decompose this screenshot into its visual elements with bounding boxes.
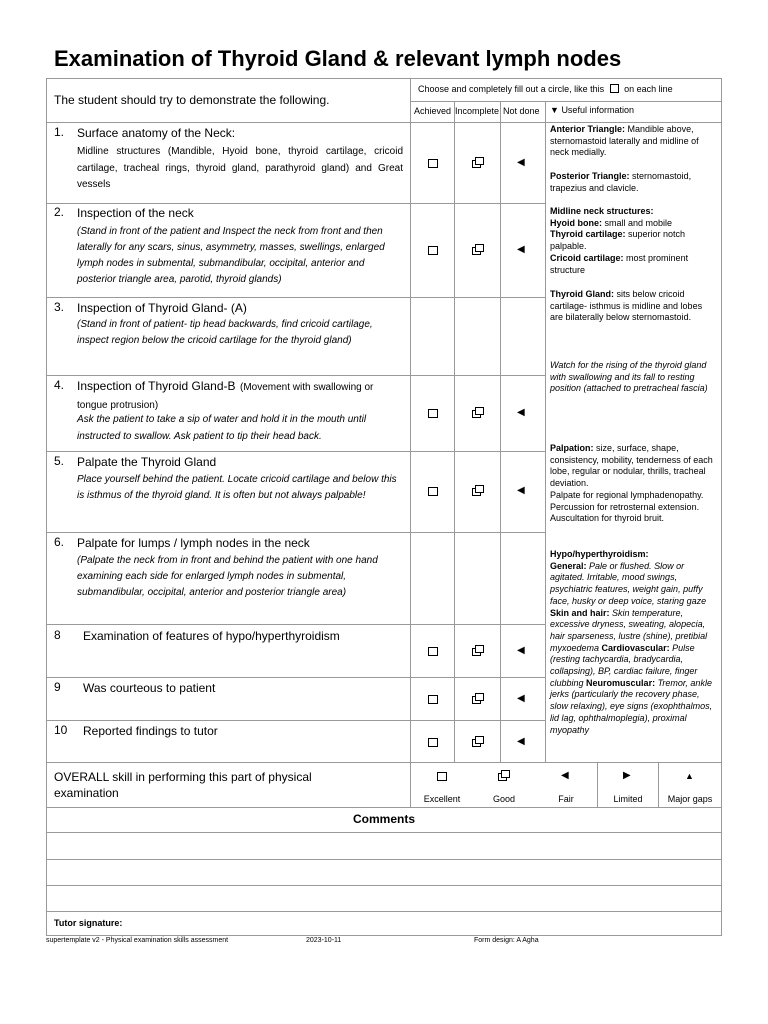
achieved-box-icon[interactable] [428,647,438,656]
item-number: 6. [54,535,65,549]
info-hypo-hyper: Hypo/hyperthyroidism: General: Pale or flushed. Slow or agitated. Irritable, mood swings, psychiatric features, weight gain, puffy face, husky or deep voice, staring gaze Skin and hair: Skin temperature, excessive dryness, sweating, alopecia, hair sparseness, lustre (shine), pretibial myxoedema Cardiovascular: Pulse (resting tachycardia, bradycardia, collapsing), BP, cardiac failure, finger clubbing Neuromuscular: Tremor, ankle jerks (particularly the recovery phase, slow relaxing), eye signs (exophthalmos, lid lag, ophthalmoplegia), proximal myopathy [550,549,713,735]
rule [46,677,546,678]
rule [46,762,722,763]
achieved-box-icon[interactable] [428,487,438,496]
rule [500,101,501,762]
incomplete-box-icon[interactable] [472,157,484,167]
instruction [418,84,673,94]
not-done-triangle-icon[interactable]: ◀ [517,244,525,255]
info-posterior: Posterior Triangle: sternomastoid, trapezius and clavicle. [550,171,692,193]
fair-triangle-icon[interactable]: ◀ [561,770,569,781]
info-midline: Midline neck structures: Hyoid bone: small and mobile Thyroid cartilage: superior notch palpable. Cricoid cartilage: most prominent structure [550,206,689,275]
instruction-after: on each line [624,84,673,94]
info-watch: Watch for the rising of the thyroid gland with swallowing and its fall to resting position (attached to pretracheal fascia) [550,360,708,394]
comment-line[interactable] [47,833,721,858]
item-detail: Ask the patient to take a sip of water and hold it in the mouth until instructed to swallow. Ask patient to tip their head back. [77,414,367,442]
rule [46,624,546,625]
item-detail: Midline structures (Mandible, Hyoid bone, thyroid cartilage, cricoid cartilage, tracheal rings, thyroid gland, parathyroid gland) and Great vessels [77,146,403,190]
page-title: Examination of Thyroid Gland & relevant lymph nodes [54,46,622,71]
item-title: Inspection of Thyroid Gland-B [77,379,236,393]
rule [46,375,546,376]
limited-triangle-icon[interactable]: ▶ [623,770,631,781]
item-number: 1. [54,125,65,139]
major-gaps-triangle-icon[interactable]: ▲ [685,771,694,781]
info-thyroid-gland: Thyroid Gland: sits below cricoid cartilage- isthmus is midline and lobes are bilaterally below sternomastoid. [550,289,703,323]
not-done-triangle-icon[interactable]: ◀ [517,157,525,168]
overall-label: OVERALL skill in performing this part of physical examination [54,770,312,800]
tutor-signature[interactable]: Tutor signature: [54,918,123,928]
rule [454,101,455,762]
filled-box-icon [610,84,619,93]
footer-design: Form design: A Agha [474,937,539,944]
rule [46,532,546,533]
incomplete-box-icon[interactable] [472,693,484,703]
achieved-box-icon[interactable] [428,246,438,255]
option-limited: Limited [613,794,643,804]
item-number: 3. [54,300,65,314]
rule [46,203,546,204]
excellent-box-icon[interactable] [437,772,447,781]
rule [410,78,411,807]
useful-info-label: Useful information [561,105,634,115]
incomplete-box-icon[interactable] [472,736,484,746]
comment-line[interactable] [47,886,721,910]
rule [46,720,546,721]
item-number: 5. [54,454,65,468]
rule [46,297,546,298]
item-title: Palpate the Thyroid Gland [77,455,217,469]
col-header-incomplete: Incomplete [455,106,500,116]
rule [410,101,722,102]
item-detail: (Palpate the neck from in front and behind the patient with one hand examining each side for enlarged lymph nodes in submental, submandibular, occipital, anterior and posterior triangle area) [77,555,378,598]
achieved-box-icon[interactable] [428,159,438,168]
rule [545,101,546,762]
incomplete-box-icon[interactable] [472,407,484,417]
item-title: Examination of features of hypo/hyperthyroidism [83,629,340,643]
rule [658,762,659,807]
option-major-gaps: Major gaps [667,794,713,804]
useful-info-header [550,105,634,115]
option-fair: Fair [558,794,574,804]
item-number: 2. [54,205,65,219]
item-number: 8 [54,628,61,642]
instruction-before: Choose and completely fill out a circle, like this [418,84,605,94]
rule [46,122,722,123]
intro-text: The student should try to demonstrate the following. [54,93,330,107]
item-detail: Place yourself behind the patient. Locate cricoid cartilage and below this is isthmus of the thyroid gland. It is often but not always palpable! [77,474,397,501]
footer-template: supertemplate v2 - Physical examination skills assessment [46,937,229,944]
item-number: 10 [54,723,68,737]
achieved-box-icon[interactable] [428,738,438,747]
rule [46,911,722,912]
item-detail: (Stand in front of patient- tip head backwards, find cricoid cartilage, inspect region below the cricoid cartilage for the thyroid gland) [77,319,373,346]
incomplete-box-icon[interactable] [472,244,484,254]
triangle-down-icon: ▼ [550,105,559,115]
achieved-box-icon[interactable] [428,409,438,418]
incomplete-box-icon[interactable] [472,485,484,495]
item-title: Surface anatomy of the Neck: [77,126,236,140]
comment-line[interactable] [47,860,721,884]
info-palpation: Palpation: size, surface, shape, consistency, mobility, tenderness of each lobe, regular or nodular, thrills, tracheal deviation. Palpate for regional lymphadenopathy. Percussion for retrosternal extension. Auscultation for thyroid bruit. [550,443,713,524]
item-title: Inspection of the neck [77,206,194,220]
footer-date: 2023-10-11 [306,937,342,944]
item-title: Reported findings to tutor [83,724,218,738]
option-excellent: Excellent [423,794,461,804]
rule [46,807,722,808]
not-done-triangle-icon[interactable]: ◀ [517,645,525,656]
not-done-triangle-icon[interactable]: ◀ [517,736,525,747]
info-anterior: Anterior Triangle: Mandible above, sternomastoid laterally and midline of neck medially. [550,124,699,158]
not-done-triangle-icon[interactable]: ◀ [517,693,525,704]
good-box-icon[interactable] [498,770,510,780]
col-header-achieved: Achieved [414,106,452,116]
item-title: Palpate for lumps / lymph nodes in the neck [77,536,310,550]
achieved-box-icon[interactable] [428,695,438,704]
col-header-not-done: Not done [503,106,540,116]
incomplete-box-icon[interactable] [472,645,484,655]
item-title-block [77,378,405,414]
item-number: 4. [54,378,65,392]
rule [46,451,546,452]
item-number: 9 [54,680,61,694]
not-done-triangle-icon[interactable]: ◀ [517,407,525,418]
item-detail: (Stand in front of the patient and Inspect the neck from front and then laterally for any scars, sinus, asymmetry, masses, swellings, enlarged lymph nodes in submental, submandibular, occipital, anterior and posterior triangle area, parotid, thyroid glands) [77,226,385,285]
item-title: Was courteous to patient [83,681,216,695]
item-title-note: (Movement with swallowing or tongue protrusion) [77,382,374,411]
option-good: Good [492,794,516,804]
not-done-triangle-icon[interactable]: ◀ [517,485,525,496]
item-title: Inspection of Thyroid Gland- (A) [77,301,247,315]
comments-heading: Comments [352,812,415,826]
